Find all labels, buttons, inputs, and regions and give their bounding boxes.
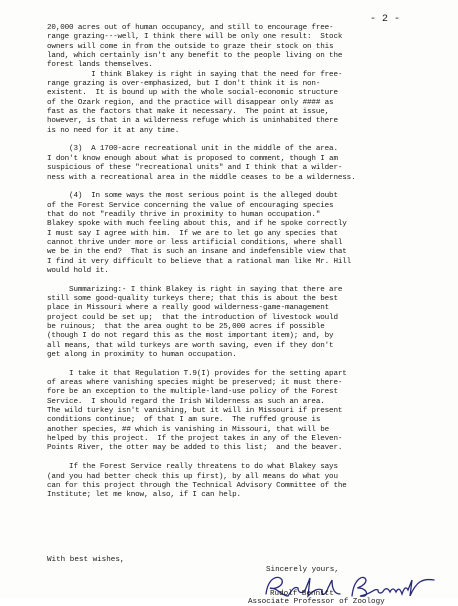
body-line: of the Ozark region, and the practice will disappear only #### as bbox=[47, 98, 334, 107]
body-line: land, which certainly isn't any benefit to the people living on the bbox=[47, 52, 343, 61]
body-line: Institute; let me know, also, if I can help. bbox=[47, 491, 241, 500]
body-line: conditions continue; of that I am sure. The ruffed grouse is bbox=[47, 416, 321, 425]
body-line: (4) In some ways the most serious point is the alleged doubt bbox=[47, 192, 338, 201]
body-line: of the Forest Service concerning the value of encouraging species bbox=[47, 201, 334, 210]
body-line: suspicious of these "recreational units" and I think that a wilder- bbox=[47, 164, 343, 173]
complimentary-close: Sincerely yours, bbox=[266, 566, 339, 574]
body-line: 20,000 acres out of human occupancy, and still to encourage free- bbox=[47, 24, 334, 32]
letter-body bbox=[47, 24, 427, 501]
body-line: be ruinous; that the area ought to be 25,000 acres if possible bbox=[47, 323, 325, 331]
signer-name: Rudolf Bennitt bbox=[270, 590, 334, 598]
body-line: range grazing---well, I think there will be only one result: Stock bbox=[47, 33, 343, 42]
body-line: I must say I agree with him. If we are to let go any species that bbox=[47, 229, 338, 238]
body-line: helped by this project. If the project takes in any of the Eleven- bbox=[47, 435, 343, 444]
body-line: that do not "readily thrive in proximity to human occupation." bbox=[47, 210, 321, 219]
body-line: The wild turkey isn't vanishing, but it will in Missouri if present bbox=[47, 407, 343, 416]
body-line bbox=[47, 454, 427, 463]
body-line bbox=[47, 360, 427, 369]
body-line: I find it very difficult to believe that a rational man like Mr. Hill bbox=[47, 257, 352, 266]
body-line: Points River, the otter may be added to this list; and the beaver. bbox=[47, 444, 343, 453]
body-line: Blakey spoke with much feeling about this, and if he spoke correctly bbox=[47, 220, 347, 229]
body-line: existent. It is bound up with the whole social-economic structure bbox=[47, 89, 338, 98]
body-line: however, is that in a wilderness refuge which is uninhabited there bbox=[47, 117, 338, 126]
body-line bbox=[47, 276, 427, 285]
body-line: Service. I should regard the Irish Wilderness as such an area. bbox=[47, 397, 325, 406]
body-line: still some good-quality turkeys there; that this is about the best bbox=[47, 294, 338, 303]
page-number: - 2 - bbox=[370, 14, 401, 25]
body-line: can for this project through the Technical Advisory Committee of the bbox=[47, 481, 347, 490]
body-line bbox=[47, 183, 427, 192]
body-line: would hold it. bbox=[47, 266, 109, 275]
body-line: we be in the end? That is such an insane and indefensible view that bbox=[47, 248, 347, 257]
signer-title: Associate Professor of Zoology bbox=[248, 598, 385, 606]
body-line: forest lands themselves. bbox=[47, 61, 153, 70]
body-line: Summarizing:- I think Blakey is right in saying that there are bbox=[47, 285, 343, 294]
body-line: range grazing is over-emphasized, but I don't think it is non- bbox=[47, 80, 321, 89]
body-line: I don't know enough about what is proposed to comment, though I am bbox=[47, 154, 338, 163]
body-line: owners will come in from the outside to graze their stock on this bbox=[47, 42, 334, 51]
body-line: ness with a recreational area in the middle ceases to be a wilderness. bbox=[47, 173, 356, 182]
body-line: place in Missouri where a really good wilderness-game-management bbox=[47, 304, 330, 313]
body-line: get along in proximity to human occupation. bbox=[47, 351, 237, 360]
body-line: I take it that Regulation T.9(I) provides for the setting apart bbox=[47, 369, 347, 378]
body-line: is no need for it at any time. bbox=[47, 126, 180, 135]
body-line bbox=[47, 136, 427, 145]
body-line: cannot thrive under more or less artificial conditions, where shall bbox=[47, 238, 343, 247]
body-line: all means, that wild turkeys are worth saving, even if they don't bbox=[47, 341, 334, 350]
body-line: fast as the factors that make it necessary. The point at issue, bbox=[47, 108, 330, 117]
body-line: (3) A 1700-acre recreational unit in the middle of the area. bbox=[47, 145, 338, 154]
closing-line: With best wishes, bbox=[47, 556, 125, 564]
body-line: another species, ## which is vanishing in Missouri, that will be bbox=[47, 425, 330, 434]
body-line: of areas where vanishing species might be preserved; it must there- bbox=[47, 379, 343, 388]
body-line: I think Blakey is right in saying that the need for free- bbox=[47, 70, 343, 79]
body-line: (and you had better check this up first), by all means do what you bbox=[47, 472, 338, 481]
body-line: project could be set up; that the introduction of livestock would bbox=[47, 313, 338, 322]
body-line: If the Forest Service really threatens to do what Blakey says bbox=[47, 463, 338, 472]
body-line: (though I do not regard this as the most important item); and, by bbox=[47, 332, 334, 341]
body-line: fore be an exception to the multiple-land-use policy of the Forest bbox=[47, 388, 338, 397]
